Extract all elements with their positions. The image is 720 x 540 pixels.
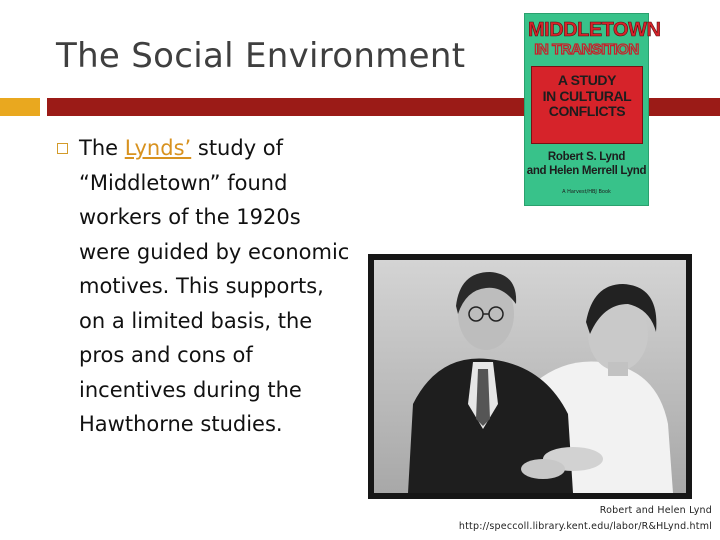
book-author-line: and Helen Merrell Lynd xyxy=(526,165,647,177)
bullet-prefix: The xyxy=(79,136,125,160)
book-subtitle-line: IN CULTURAL xyxy=(542,87,632,104)
slide-title: The Social Environment xyxy=(56,36,466,76)
book-subtitle-line: CONFLICTS xyxy=(548,103,626,119)
book-cover-image xyxy=(524,13,661,206)
book-subtitle-line: A STUDY xyxy=(557,72,617,88)
photo-of-robert-and-helen-lynd-icon xyxy=(368,254,692,499)
book-title-line2: IN TRANSITION xyxy=(534,41,639,58)
book-publisher: A Harvest/HBJ Book xyxy=(562,189,611,195)
photo-source-url[interactable]: http://speccoll.library.kent.edu/labor/R&HLynd.html xyxy=(458,521,712,532)
book-authors xyxy=(525,150,648,178)
accent-bar-gold xyxy=(0,98,40,116)
lynd-photo xyxy=(368,254,692,499)
lynds-link[interactable]: Lynds’ xyxy=(124,136,192,160)
photo-caption: Robert and Helen Lynd xyxy=(599,505,712,516)
book-author-line: Robert S. Lynd xyxy=(547,151,626,163)
book-subtitle xyxy=(532,73,642,120)
bullet-square-icon xyxy=(57,143,68,154)
bullet-suffix: study of “Middletown” found workers of the 1920s were guided by economic motives. This supports, on a limited basis, the pros and cons of incentives during the Hawthorne studies. xyxy=(79,136,350,436)
bullet-text xyxy=(79,131,354,442)
book-subtitle-box xyxy=(531,66,643,144)
book-title-line1: MIDDLETOWN xyxy=(528,19,661,41)
